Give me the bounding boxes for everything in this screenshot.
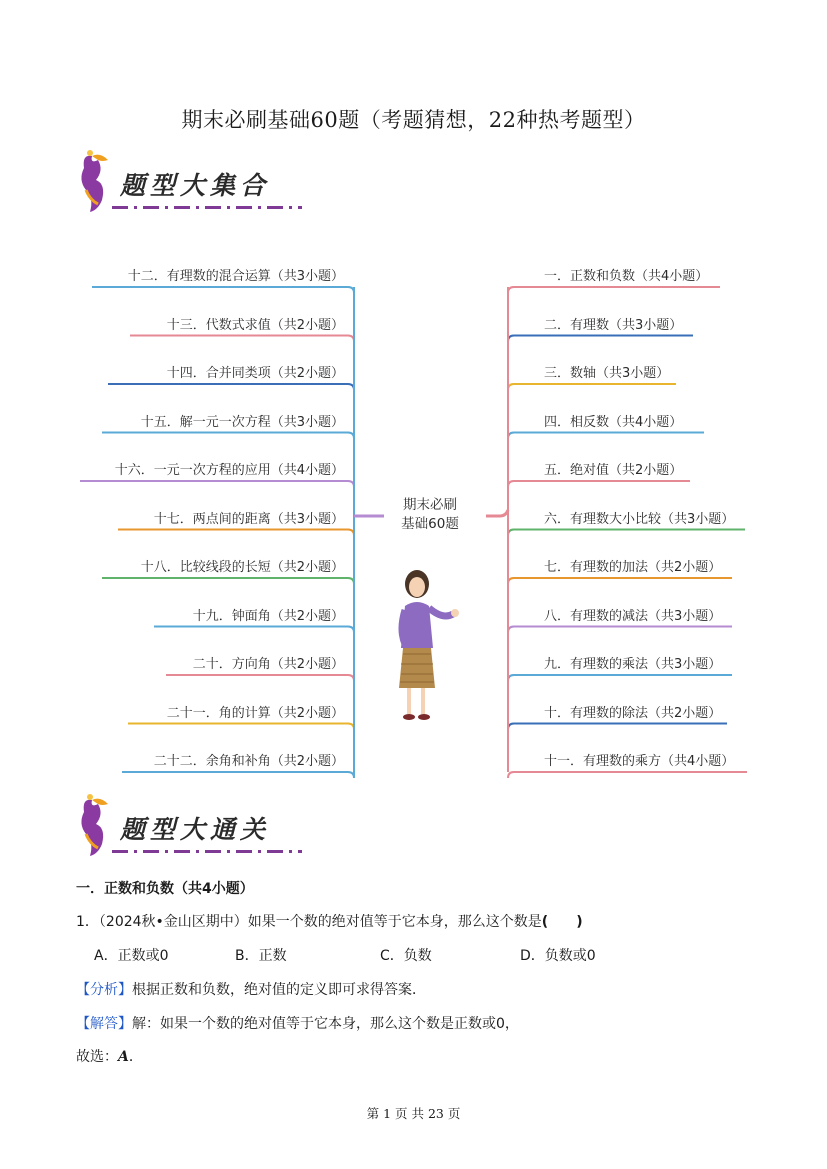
mindmap-branch-right (508, 287, 720, 293)
mindmap-branch-right (508, 772, 747, 778)
mindmap-item-left: 十八．比较线段的长短（共2小题） (140, 560, 344, 575)
banner-title: 题型大通关 (120, 815, 271, 844)
mindmap-item-right: 七．有理数的加法（共2小题） (544, 560, 722, 575)
mindmap-item-right: 二．有理数（共3小题） (544, 317, 683, 333)
analysis-tag: 【分析】 (76, 982, 132, 998)
mascot-icon (76, 794, 120, 858)
choice-answer: A (118, 1049, 129, 1065)
mindmap-item-left: 十二．有理数的混合运算（共3小题） (127, 269, 344, 284)
mindmap-branch-right (508, 336, 693, 342)
solution-text: 解：如果一个数的绝对值等于它本身，那么这个数是正数或0， (132, 1016, 519, 1032)
mindmap-item-right: 一．正数和负数（共4小题） (544, 269, 709, 284)
center-line-1: 期末必刷 (403, 497, 457, 513)
page-footer: 第 1 页 共 23 页 (366, 1106, 461, 1121)
mindmap-item-right: 六．有理数大小比较（共3小题） (544, 511, 735, 527)
banner-underline (112, 850, 302, 853)
banner-pass (76, 794, 306, 866)
mindmap-item-left: 十三．代数式求值（共2小题） (166, 317, 344, 333)
question-1 (76, 911, 583, 931)
mindmap-item-left: 二十二．余角和补角（共2小题） (153, 754, 344, 769)
analysis-text: 根据正数和负数，绝对值的定义即可求得答案． (132, 982, 426, 998)
choice-suffix: ． (128, 1049, 143, 1065)
mindmap-item-right: 十一．有理数的乘方（共4小题） (544, 754, 735, 769)
center-connector-right (486, 510, 508, 516)
solution-tag: 【解答】 (76, 1016, 132, 1032)
teacher-illustration (395, 568, 465, 728)
mindmap-branch-right (508, 627, 732, 633)
mindmap-item-right: 八．有理数的减法（共3小题） (544, 608, 722, 624)
option-a: A．正数或0 (94, 948, 169, 964)
mindmap-item-right: 五．绝对值（共2小题） (544, 463, 683, 478)
mindmap-item-left: 十五．解一元一次方程（共3小题） (140, 414, 344, 430)
mindmap-branch-right (508, 433, 704, 439)
mindmap-branch-right (508, 675, 732, 681)
question-text: 1．（2024秋•金山区期中）如果一个数的绝对值等于它本身，那么这个数是 (76, 914, 542, 930)
document-title: 期末必刷基础60题（考题猜想，22种热考题型） (181, 108, 646, 132)
center-line-2: 基础60题 (401, 516, 459, 532)
mindmap-branch-right (508, 724, 727, 730)
mindmap-item-left: 十六．一元一次方程的应用（共4小题） (114, 463, 344, 478)
mindmap-branch-right (508, 578, 732, 584)
option-c: C．负数 (380, 948, 432, 964)
mindmap-item-right: 四．相反数（共4小题） (544, 414, 683, 430)
mindmap-item-left: 十九．钟面角（共2小题） (192, 608, 344, 624)
choice-prefix: 故选： (76, 1049, 118, 1065)
solution-paragraph (76, 1013, 519, 1033)
analysis-paragraph (76, 979, 426, 999)
option-d: D．负数或0 (520, 948, 596, 964)
section-heading: 一．正数和负数（共4小题） (76, 881, 254, 897)
mindmap-item-left: 二十一．角的计算（共2小题） (166, 705, 344, 721)
banner-title: 题型大集合 (120, 171, 271, 200)
mindmap-item-right: 三．数轴（共3小题） (544, 366, 670, 381)
mindmap-item-left: 十四．合并同类项（共2小题） (166, 366, 344, 381)
mindmap-item-left: 十七．两点间的距离（共3小题） (153, 511, 344, 527)
option-b: B．正数 (235, 948, 287, 964)
mindmap-branch-right (508, 530, 745, 536)
mindmap-item-right: 九．有理数的乘法（共3小题） (544, 657, 722, 672)
answer-parentheses: ( ) (541, 914, 583, 930)
mindmap-branch-right (508, 384, 676, 390)
mindmap-item-left: 二十．方向角（共2小题） (192, 657, 344, 672)
mindmap-center (392, 496, 468, 534)
choice-line (76, 1046, 143, 1066)
mindmap-branch-right (508, 481, 690, 487)
mindmap-item-right: 十．有理数的除法（共2小题） (544, 705, 722, 721)
